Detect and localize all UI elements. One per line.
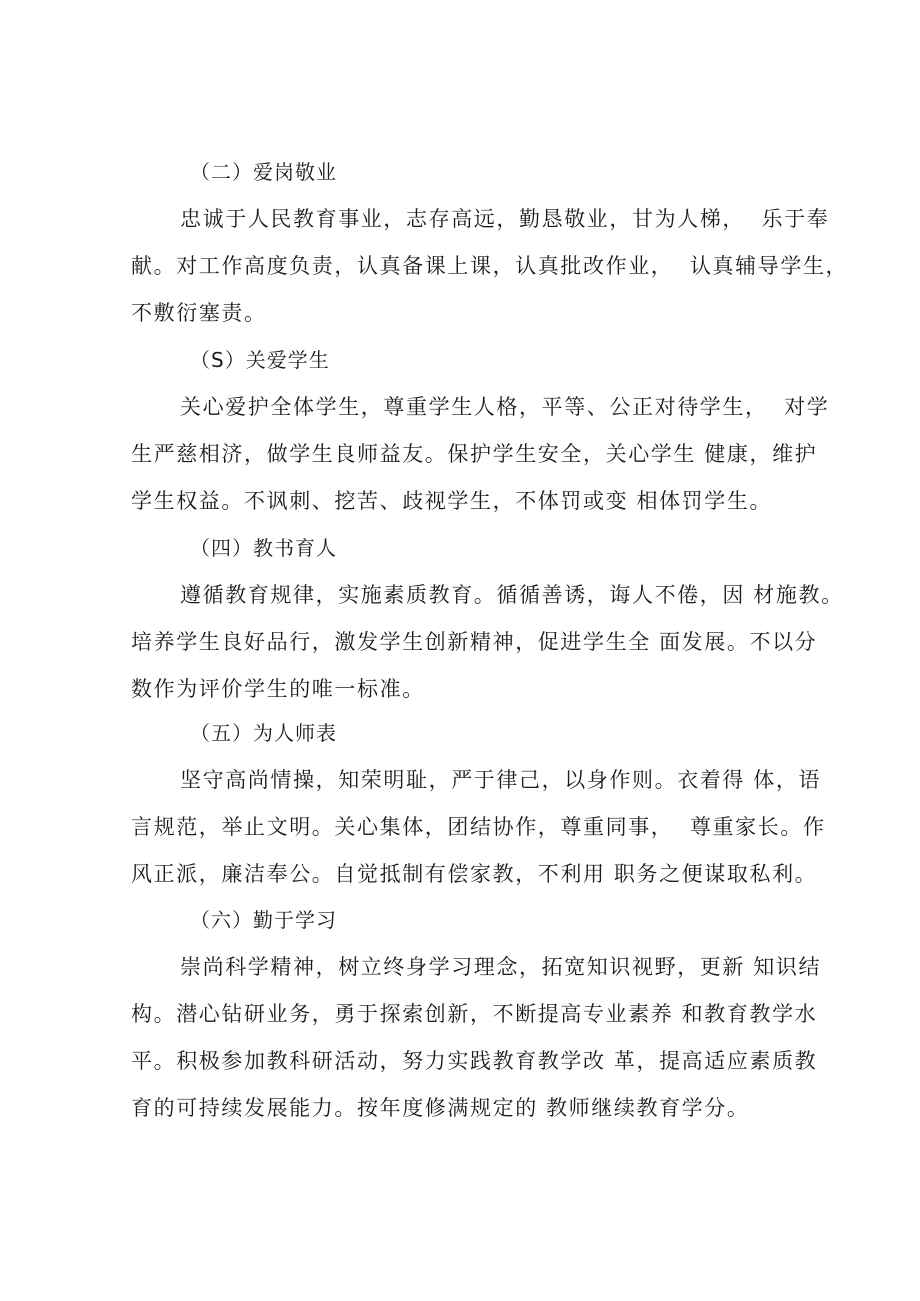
paragraph-line: 崇尚科学精神，树立终身学习理念，拓宽知识视野，更新 知识结 <box>180 955 822 979</box>
paragraph-line: 风正派，廉洁奉公。自觉抵制有偿家教，不利用 职务之便谋取私利。 <box>131 862 818 886</box>
paragraph-line: 培养学生良好品行，激发学生创新精神，促进学生全 面发展。不以分 <box>131 630 818 654</box>
section-heading: （五）为人师表 <box>190 721 337 745</box>
section-heading: （S）关爱学生 <box>190 348 330 372</box>
section-heading: （四）教书育人 <box>190 536 337 560</box>
paragraph-line: 学生权益。不讽刺、挖苦、歧视学生，不体罚或变 相体罚学生。 <box>131 489 773 513</box>
paragraph-line: 坚守高尚情操，知荣明耻，严于律己，以身作则。衣着得 体，语 <box>180 768 822 792</box>
paragraph-line: 忠诚于人民教育事业，志存高远，勤恳敬业，甘为人梯， 乐于奉 <box>180 207 830 231</box>
section-heading: （六）勤于学习 <box>190 908 337 932</box>
paragraph-line: 平。积极参加教科研活动，努力实践教育教学改 革，提高适应素质教 <box>131 1049 818 1073</box>
paragraph-line: 构。潜心钻研业务，勇于探索创新，不断提高专业素养 和教育教学水 <box>131 1002 818 1026</box>
paragraph-line: 数作为评价学生的唯一标准。 <box>131 677 425 701</box>
paragraph-line: 关心爱护全体学生，尊重学生人格，平等、公正对待学生， 对学 <box>180 395 830 419</box>
section-heading: （二）爱岗敬业 <box>190 160 337 184</box>
paragraph-line: 献。对工作高度负责，认真备课上课，认真批改作业， 认真辅导学生， <box>131 254 849 278</box>
paragraph-line: 育的可持续发展能力。按年度修满规定的 教师继续教育学分。 <box>131 1096 750 1120</box>
paragraph-line: 言规范，举止文明。关心集体，团结协作，尊重同事， 尊重家长。作 <box>131 815 826 839</box>
paragraph-line: 生严慈相济，做学生良师益友。保护学生安全，关心学生 健康，维护 <box>131 442 818 466</box>
paragraph-line: 遵循教育规律，实施素质教育。循循善诱，诲人不倦，因 材施教。 <box>180 583 844 607</box>
paragraph-line: 不敷衍塞责。 <box>131 301 267 325</box>
